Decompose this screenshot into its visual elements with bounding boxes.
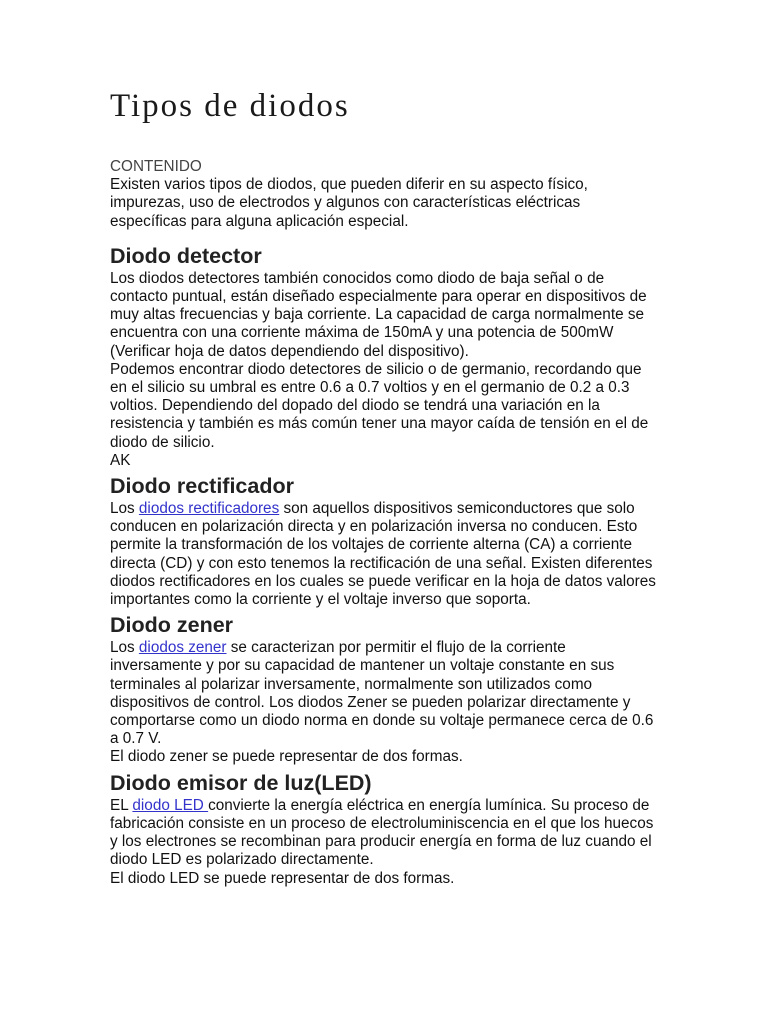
zener-post: se caracterizan por permitir el flujo de la corriente inversamente y por su capacidad de mantener un voltaje constante en sus terminales al polarizar inversamente, normalmente son utilizados como dispositivos de control. Los diodos Zener se pueden polarizar directamente y comportarse como un diodo norma en donde su voltaje permanece cerca de 0.6 a 0.7 V. <box>110 639 654 748</box>
zener-pre: Los <box>110 639 139 657</box>
rectificador-post: son aquellos dispositivos semiconductores que solo conducen en polarización directa y en polarización inversa no conducen. Esto permite la transformación de los voltajes de corriente alterna (CA) a corriente directa (CD) y con esto tenemos la rectificación de una señal. Existen diferentes diodos rectificadores en los cuales se puede verificar en la hoja de datos valores importantes como la corriente y el voltaje inverso que soporta. <box>110 500 656 609</box>
rectificador-pre: Los <box>110 500 139 518</box>
detector-paragraph-2: Podemos encontrar diodo detectores de silicio o de germanio, recordando que en el silicio su umbral es entre 0.6 a 0.7 voltios y en el germanio de 0.2 a 0.3 voltios. Dependiendo del dopado del diodo se tendrá una variación en la resistencia y también es más común tener una mayor caída de tensión en el de diodo de silicio. <box>110 360 649 451</box>
detector-paragraph-3: AK <box>110 451 131 469</box>
heading-rectificador: Diodo rectificador <box>110 474 294 499</box>
link-diodo-led[interactable]: diodo LED <box>132 796 209 814</box>
page-title: Tipos de diodos <box>110 88 350 124</box>
detector-paragraph-1: Los diodos detectores también conocidos como diodo de baja señal o de contacto puntual, están diseñado especialmente para operar en dispositivos de muy altas frecuencias y baja corriente. La capacidad de carga normalmente se encuentra con una corriente máxima de 150mA y una potencia de 500mW (Verificar hoja de datos dependiendo del dispositivo). <box>110 269 647 360</box>
led-post: convierte la energía eléctrica en energía lumínica. Su proceso de fabricación consiste en un proceso de electroluminiscencia en el que los huecos y los electrones se recombinan para producir energía en forma de luz cuando el diodo LED es polarizado directamente. <box>110 796 654 869</box>
led-paragraph-2: El diodo LED se puede representar de dos formas. <box>110 869 455 887</box>
heading-zener: Diodo zener <box>110 613 234 638</box>
led-pre: EL <box>110 796 133 814</box>
zener-paragraph <box>110 639 660 748</box>
link-diodos-zener[interactable]: diodos zener <box>138 639 227 657</box>
link-diodos-rectificadores[interactable]: diodos rectificadores <box>138 500 280 518</box>
intro-paragraph: Existen varios tipos de diodos, que pueden diferir en su aspecto físico, impurezas, uso de electrodos y algunos con características eléctricas específicas para alguna aplicación especial. <box>110 176 588 230</box>
rectificador-paragraph <box>110 500 660 609</box>
heading-led: Diodo emisor de luz(LED) <box>110 770 372 795</box>
document-content <box>110 84 660 888</box>
contents-label: CONTENIDO <box>110 158 202 175</box>
zener-paragraph-2: El diodo zener se puede representar de dos formas. <box>110 748 463 766</box>
heading-detector: Diodo detector <box>110 243 262 268</box>
led-paragraph <box>110 797 660 870</box>
